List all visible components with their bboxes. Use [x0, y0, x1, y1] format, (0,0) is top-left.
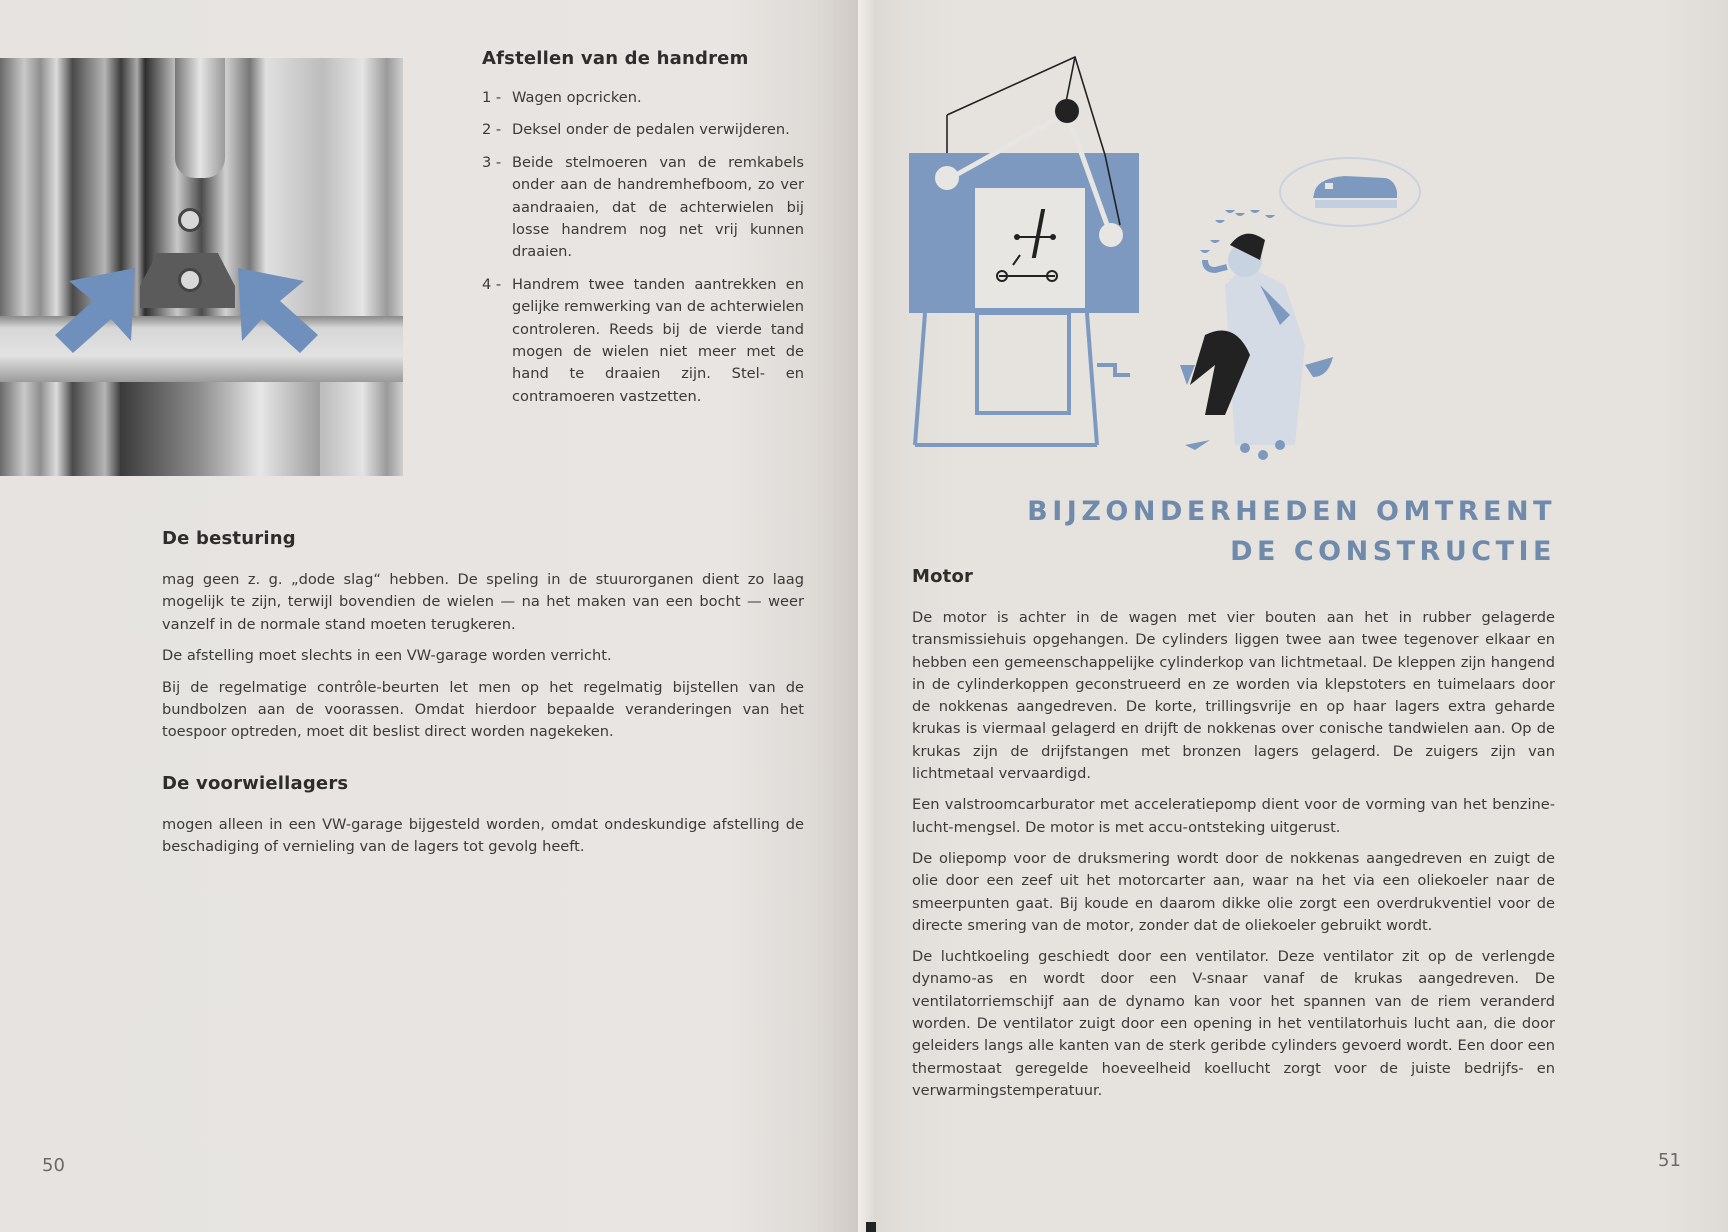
paragraph: De afstelling moet slechts in een VW-garage worden verricht.	[162, 647, 612, 665]
paragraph: mag geen z. g. „dode slag“ hebben. De speling in de stuurorganen dient zo laag mogelijk te zijn, terwijl bovendien de wielen — na het maken van een bocht — weer vanzelf in de normale stand moeten terugkeren.	[162, 571, 804, 633]
step-text: Wagen opcricken.	[512, 89, 642, 106]
arrow-right-icon	[228, 263, 318, 353]
step-number: 2 -	[482, 121, 502, 139]
paragraph: mogen alleen in een VW-garage bijgesteld worden, omdat ondeskundige afstelling de beschadiging of vernieling van de lagers tot gevolg heeft.	[162, 816, 804, 856]
drafting-illustration	[905, 45, 1465, 475]
handbrake-photo	[0, 58, 403, 476]
man-figure	[1180, 234, 1333, 460]
arm-joint	[1055, 99, 1079, 123]
engine-section	[912, 566, 1555, 1111]
step-number: 1 -	[482, 89, 502, 106]
chapter-title-line: DE CONSTRUCTIE	[1230, 536, 1556, 567]
front-wheel-bearings-section	[162, 773, 804, 868]
section-body	[162, 569, 804, 744]
handbrake-steps	[482, 87, 804, 408]
board-stand	[915, 313, 1130, 445]
step-text: Deksel onder de pedalen verwijderen.	[512, 121, 790, 139]
step-text: Handrem twee tanden aantrekken en gelijke remwerking van de achterwielen controleren. Reeds bij de vierde tand mogen de wielen niet meer met de hand te draaien zijn. Stel- en contramoeren vastzetten.	[512, 275, 804, 405]
photo-lower-tube	[120, 382, 320, 476]
spine-edge	[866, 1222, 876, 1232]
handbrake-section	[482, 48, 804, 418]
drawing-paper	[975, 188, 1085, 308]
paragraph: Een valstroomcarburator met acceleratiepomp dient voor de vorming van het benzine-lucht-mengsel. De motor is met accu-ontsteking uitgerust.	[912, 796, 1555, 836]
steering-section	[162, 528, 804, 753]
page-number: 50	[42, 1155, 65, 1176]
step-number: 3 -	[482, 153, 502, 171]
section-body	[162, 814, 804, 859]
photo-bolt	[178, 208, 202, 232]
step-item	[482, 119, 804, 141]
step-item	[482, 274, 804, 408]
photo-bolt	[178, 268, 202, 292]
paragraph: De luchtkoeling geschiedt door een ventilator. Deze ventilator zit op de verlengde dynamo-as en wordt door een V-snaar vanaf de krukas aangedreven. De ventilatorriemschijf aan de dynamo kan voor het spannen van de riem veranderd worden. De ventilator zuigt door een opening in het ventilatorhuis lucht aan, die door geleiders langs alle kanten van de sterk geribde cylinders gevoerd wordt. Een door een thermostaat geregelde hoeveelheid koellucht zorgt voor de juiste bedrijfs- en verwarmingstemperatuur.	[912, 948, 1555, 1099]
left-page	[0, 0, 858, 1232]
section-heading: Motor	[912, 566, 974, 587]
paragraph: Bij de regelmatige contrôle-beurten let men op het regelmatig bijstellen van de bundbolzen aan de voorassen. Omdat hierdoor bepaalde veranderingen van het toespoor optreden, moet dit beslist direct worden nagekeken.	[162, 678, 804, 741]
section-heading: Afstellen van de handrem	[482, 48, 749, 69]
section-heading: De besturing	[162, 528, 296, 549]
section-body	[912, 607, 1555, 1102]
photo-pipe	[175, 58, 225, 178]
arrow-left-icon	[55, 263, 145, 353]
page-number: 51	[1658, 1150, 1681, 1171]
paragraph: De motor is achter in de wagen met vier bouten aan het in rubber gelagerde transmissiehuis opgehangen. De cylinders liggen twee aan twee tegenover elkaar en hebben een gemeenschappelijke cylinderkop van lichtmetaal. De kleppen zijn hangend in de cylinderkoppen geconstrueerd en ze worden via klepstoters en tuimelaars door de nokkenas aangedreven. De korte, trillingsvrije en op haar lagers extra geharde krukas is viermaal gelagerd en drijft de nokkenas over conische tandwielen aan. Op de krukas zijn de drijfstangen met bronzen lagers gelagerd. De zuigers zijn van lichtmetaal vervaardigd.	[912, 609, 1555, 783]
step-item	[482, 152, 804, 264]
step-text: Beide stelmoeren van de remkabels onder aan de handremhefboom, zo ver aandraaien, dat de achterwielen bij losse handrem nog net vrij kunnen draaien.	[512, 153, 804, 261]
step-number: 4 -	[482, 275, 502, 293]
paragraph: De oliepomp voor de druksmering wordt door de nokkenas aangedreven en zuigt de olie door een zeef uit het motorcarter aan, waar na het via een oliekoeler naar de smeerpunten gaat. Bij koude en daarom dikke olie zorgt een overdrukventiel voor de directe smering van de motor, zonder dat de oliekoeler gebruikt wordt.	[912, 849, 1555, 934]
section-heading: De voorwiellagers	[162, 773, 349, 794]
chapter-title	[1027, 492, 1556, 572]
step-item	[482, 87, 804, 109]
chapter-title-line: BIJZONDERHEDEN OMTRENT	[1027, 496, 1556, 527]
